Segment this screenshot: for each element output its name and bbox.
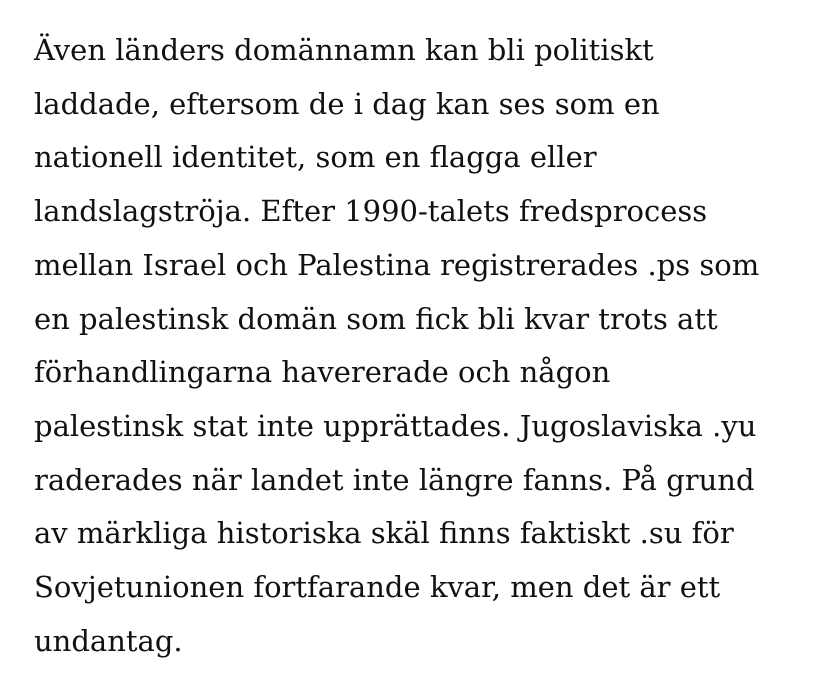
paragraph-line: mellan Israel och Palestina registrerades .ps som — [34, 247, 760, 282]
paragraph-line: raderades när landet inte längre fanns. På grund — [34, 462, 755, 497]
paragraph-line: Även länders domännamn kan bli politiskt — [34, 33, 654, 67]
paragraph-line: laddade, eftersom de i dag kan ses som en — [34, 86, 660, 121]
paragraph-line: förhandlingarna havererade och någon — [34, 355, 611, 390]
paragraph-line: undantag. — [34, 623, 183, 658]
paragraph-line: nationell identitet, som en flagga eller — [34, 140, 597, 175]
paragraph-line: Sovjetunionen fortfarande kvar, men det är ett — [34, 570, 721, 605]
paragraph-line: en palestinsk domän som fick bli kvar trots att — [34, 301, 718, 336]
article-paragraph — [34, 24, 759, 668]
paragraph-line: landslagströja. Efter 1990-talets fredsprocess — [34, 194, 708, 229]
paragraph-line: av märkliga historiska skäl finns faktiskt .su för — [34, 516, 734, 551]
paragraph-line: palestinsk stat inte upprättades. Jugoslaviska .yu — [34, 408, 757, 443]
